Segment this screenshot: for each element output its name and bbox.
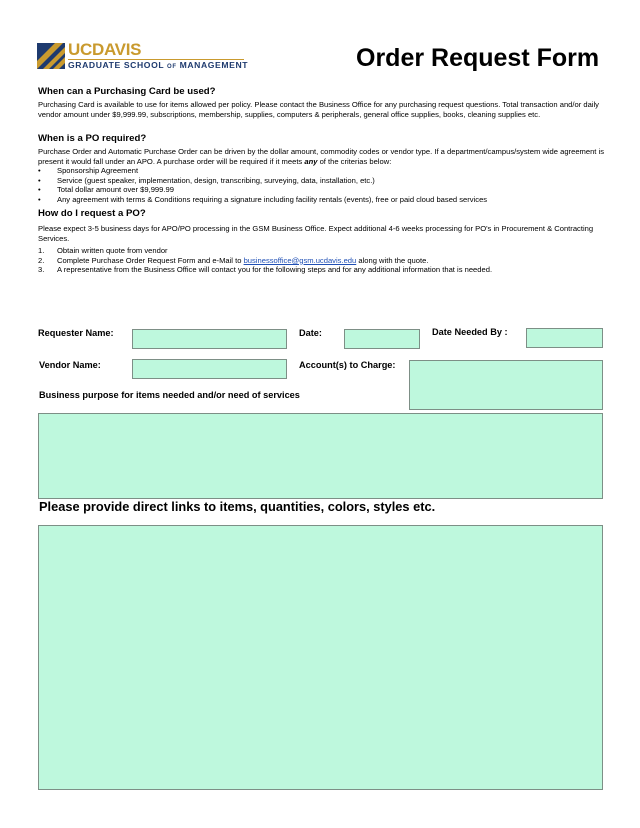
item-links-label: Please provide direct links to items, quantities, colors, styles etc. bbox=[39, 499, 436, 514]
accounts-to-charge-label: Account(s) to Charge: bbox=[299, 360, 396, 370]
date-needed-field[interactable] bbox=[526, 328, 603, 348]
ucdavis-gsm-logo bbox=[37, 40, 249, 71]
pcard-heading: When can a Purchasing Card be used? bbox=[38, 86, 216, 97]
po-text: Purchase Order and Automatic Purchase Order can be driven by the dollar amount, commodity codes or vendor type. If a department/campus/system wide agreement is present it would fall under an APO. A purchase order will be required if it meets any of the criterias below: bbox=[38, 147, 605, 166]
logo-subtitle: GRADUATE SCHOOL OF MANAGEMENT bbox=[68, 60, 249, 70]
list-item: • Total dollar amount over $9,999.99 bbox=[38, 185, 174, 195]
logo-wordmark: UCDAVIS bbox=[68, 40, 142, 59]
requester-name-field[interactable] bbox=[132, 329, 287, 349]
list-item: 2. Complete Purchase Order Request Form and e-Mail to businessoffice@gsm.ucdavis.edu along with the quote. bbox=[38, 255, 429, 265]
requester-name-label: Requester Name: bbox=[38, 328, 114, 338]
list-item: • Sponsorship Agreement bbox=[38, 166, 139, 175]
request-text: Please expect 3-5 business days for APO/PO processing in the GSM Business Office. Expect additional 4-6 weeks processing for PO's in Procurement & Contracting Services. bbox=[38, 224, 594, 243]
accounts-to-charge-field[interactable] bbox=[409, 360, 603, 410]
po-heading: When is a PO required? bbox=[38, 133, 147, 144]
list-item: 3. A representative from the Business Office will contact you for the following steps and for any additional information that is needed. bbox=[38, 265, 493, 275]
list-item: • Any agreement with terms & Conditions requiring a signature including facility rentals (events), free or paid cloud based services bbox=[38, 194, 488, 204]
date-label: Date: bbox=[299, 328, 322, 338]
list-item: • Service (guest speaker, implementation, design, transcribing, surveying, data, installation, etc.) bbox=[38, 175, 375, 185]
request-heading: How do I request a PO? bbox=[38, 208, 146, 219]
pcard-text: Purchasing Card is available to use for items allowed per policy. Please contact the Business Office for any purchasing request questions. Total transaction and/or daily vendor amount under $9,999.99, subscriptions, membership, supplies, computers & peripherals, general office supplies, books, cleaning supplies etc. bbox=[38, 100, 599, 119]
date-needed-label: Date Needed By : bbox=[432, 327, 508, 337]
business-purpose-field[interactable] bbox=[38, 413, 603, 499]
page-title: Order Request Form bbox=[356, 44, 600, 72]
business-office-email-link[interactable]: businessoffice@gsm.ucdavis.edu bbox=[243, 255, 357, 265]
vendor-name-field[interactable] bbox=[132, 359, 287, 379]
date-field[interactable] bbox=[344, 329, 420, 349]
ucdavis-shield-icon bbox=[37, 43, 65, 69]
item-links-field[interactable] bbox=[38, 525, 603, 790]
list-item: 1. Obtain written quote from vendor bbox=[38, 246, 168, 255]
business-purpose-label: Business purpose for items needed and/or need of services bbox=[39, 390, 300, 400]
request-steps-list bbox=[38, 246, 492, 275]
vendor-name-label: Vendor Name: bbox=[39, 360, 101, 370]
po-criteria-list bbox=[38, 166, 487, 204]
